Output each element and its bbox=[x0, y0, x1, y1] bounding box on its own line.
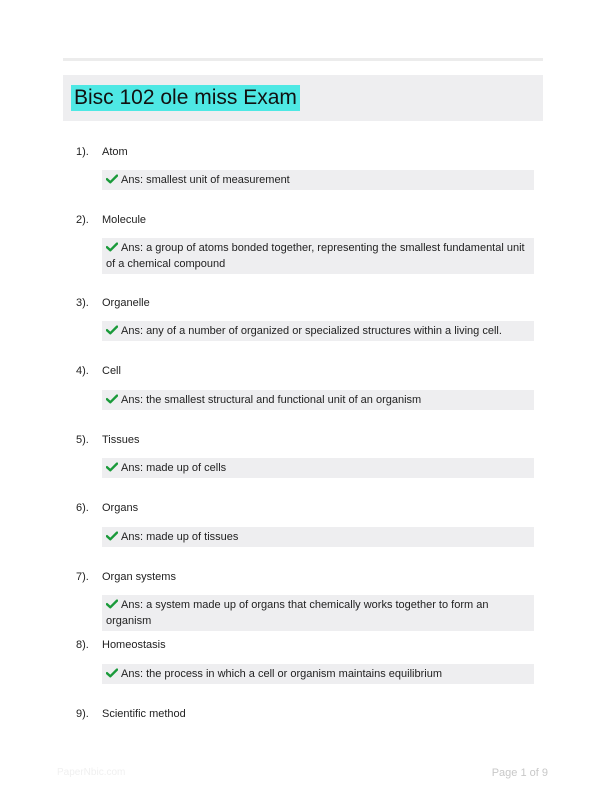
answer-box bbox=[102, 170, 534, 190]
answer-box bbox=[102, 458, 534, 478]
question-number: 3). bbox=[76, 297, 89, 309]
question-term: Organs bbox=[102, 502, 139, 514]
question-term: Homeostasis bbox=[102, 639, 166, 651]
question-number: 6). bbox=[76, 502, 89, 514]
answer-text: Ans: the process in which a cell or organism maintains equilibrium bbox=[121, 668, 442, 680]
answer-text: Ans: a group of atoms bonded together, representing the smallest fundamental unit of a chemical compound bbox=[106, 242, 525, 270]
question-term: Molecule bbox=[102, 214, 147, 226]
question-number: 1). bbox=[76, 146, 89, 158]
answer-box bbox=[102, 664, 534, 684]
question-term: Tissues bbox=[102, 434, 140, 446]
check-icon bbox=[106, 242, 118, 252]
page-title: Bisc 102 ole miss Exam bbox=[71, 85, 300, 111]
check-icon bbox=[106, 531, 118, 541]
question-number: 2). bbox=[76, 214, 89, 226]
page-indicator: Page 1 of 9 bbox=[491, 767, 548, 779]
check-icon bbox=[106, 599, 118, 609]
answer-text: Ans: made up of cells bbox=[121, 462, 227, 474]
answer-text: Ans: smallest unit of measurement bbox=[121, 174, 290, 186]
check-icon bbox=[106, 462, 118, 472]
question-number: 9). bbox=[76, 708, 89, 720]
footer-watermark: PaperNbic.com bbox=[57, 767, 126, 778]
answer-text: Ans: any of a number of organized or specialized structures within a living cell. bbox=[121, 325, 502, 337]
question-term: Scientific method bbox=[102, 708, 186, 720]
check-icon bbox=[106, 668, 118, 678]
answer-box bbox=[102, 527, 534, 547]
question-term: Organelle bbox=[102, 297, 150, 309]
check-icon bbox=[106, 394, 118, 404]
question-number: 8). bbox=[76, 639, 89, 651]
answer-text: Ans: the smallest structural and functional unit of an organism bbox=[121, 394, 422, 406]
question-term: Atom bbox=[102, 146, 128, 158]
answer-box bbox=[102, 238, 534, 274]
check-icon bbox=[106, 325, 118, 335]
answer-box bbox=[102, 390, 534, 410]
question-term: Cell bbox=[102, 365, 121, 377]
check-icon bbox=[106, 174, 118, 184]
question-term: Organ systems bbox=[102, 571, 176, 583]
answer-box bbox=[102, 321, 534, 341]
question-number: 4). bbox=[76, 365, 89, 377]
answer-text: Ans: made up of tissues bbox=[121, 531, 239, 543]
answer-text: Ans: a system made up of organs that chemically works together to form an organism bbox=[106, 599, 489, 627]
question-number: 7). bbox=[76, 571, 89, 583]
answer-box bbox=[102, 595, 534, 631]
question-number: 5). bbox=[76, 434, 89, 446]
